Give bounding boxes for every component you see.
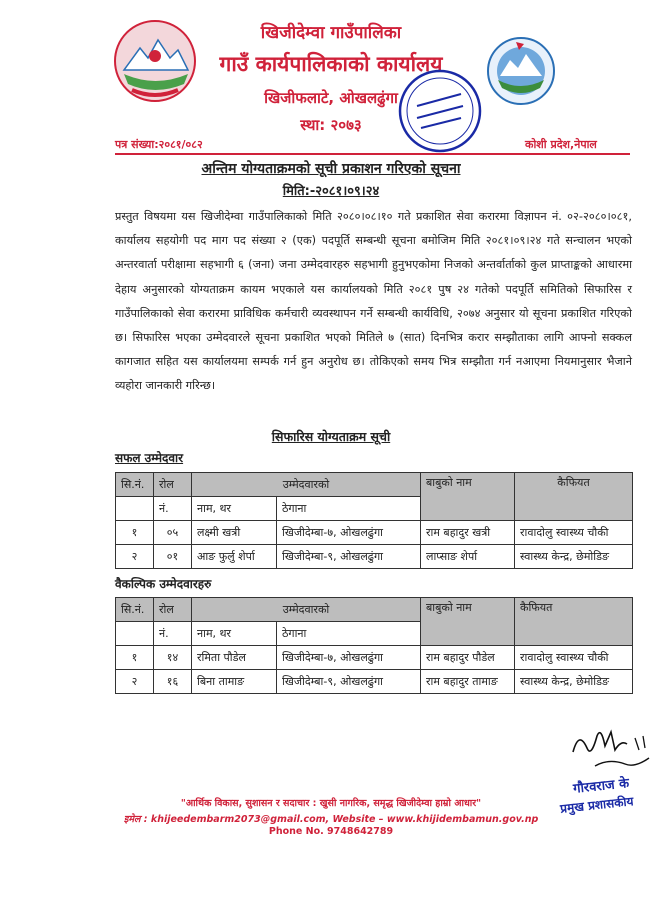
col-roll: रोल [154, 473, 192, 497]
alternate-section-title: वैकल्पिक उम्मेदवारहरु [115, 577, 212, 591]
col-sn: सि.नं. [116, 473, 154, 497]
col-remarks: कैफियत [515, 598, 633, 646]
table-row: २ १६ बिना तामाङ खिजीदेम्बा-९, ओखलढुंगा राम बहादुर तामाङ स्वास्थ्य केन्द्र, छेमोडिङ [116, 670, 633, 694]
col-candidate: उम्मेदवारको [192, 598, 421, 622]
header-divider [115, 153, 630, 155]
handwritten-signature [565, 722, 657, 774]
notice-title: अन्तिम योग्यताक्रमको सूची प्रकाशन गरिएको सूचना [201, 161, 461, 177]
signatory-title: प्रमुख प्रशासकीय [559, 794, 635, 816]
province-name: कोशी प्रदेश,नेपाल [525, 138, 597, 151]
col-address: ठेगाना [277, 622, 421, 646]
table-row: २ ०१ आङ फुर्लु शेर्पा खिजीदेम्बा-९, ओखलढुंगा लाप्साङ शेर्पा स्वास्थ्य केन्द्र, छेमोडिङ [116, 545, 633, 569]
col-name: नाम, थर [192, 622, 277, 646]
table-header-row [116, 473, 633, 497]
successful-section-title: सफल उम्मेदवार [115, 451, 184, 465]
office-address: खिजीफलाटे, ओखलढुंगा [264, 89, 398, 107]
col-roll: रोल [154, 598, 192, 622]
footer-contact: इमेल : khijeedembarm2073@gmail.com, Website – www.khijidembamun.gov.np [123, 814, 539, 825]
notice-body: प्रस्तुत विषयमा यस खिजीदेम्वा गाउँपालिकाको मिति २०८०।०८।१० गते प्रकाशित सेवा करारमा विज्ञापन नं. ०२-२०८०।०८१, कार्यालय सहयोगी पद माग पद संख्या २ (एक) पदपूर्ति सम्बन्धी सूचना बमोजिम मिति २०८१।०९।२४ गते सन्चालन भएको अन्तरवार्ता परीक्षामा सहभागी ६ (जना) जना उम्मेदवारहरु सहभागी हुनुभएकोमा निजको अन्तर्वार्ताको कुल प्राप्ताङ्कको आधारमा देहाय अनुसारको योग्यताक्रम कायम भएकाले यस कार्यालयको मिति २०८१ पुष २४ गतेको पदपूर्ति समितिको सिफारिस र गाउँपालिकाको सेवा करारमा प्राविधिक कर्मचारी व्यवस्थापन गर्ने सम्बन्धी कार्यविधि, २०७४ अनुसार यो सूचना प्रकाशित गरिएको छ। सिफारिस भएका उम्मेदवारले सूचना प्रकाशित भएको मितिले ७ (सात) दिनभित्र करार सम्झौताका लागि आफ्नो सक्कल कागजात सहित यस कार्यालयमा सम्पर्क गर्न हुन अनुरोध छ। तोकिएको समय भित्र सम्झौता गर्न नआएमा नियमानुसार भैजाने व्यहोरा जानकारी गरिन्छ। [115, 210, 632, 393]
table-row: १ ०५ लक्ष्मी खत्री खिजीदेम्बा-७, ओखलढुंगा राम बहादुर खत्री रावादोलु स्वास्थ्य चौकी [116, 521, 633, 545]
notice-date: मिति:-२०८१।०९।२४ [282, 184, 380, 199]
alternate-candidates-table [115, 597, 633, 694]
col-roll-no: नं. [154, 497, 192, 521]
col-address: ठेगाना [277, 497, 421, 521]
footer-phone: Phone No. 9748642789 [268, 826, 394, 837]
signatory-name: गौरवराज के [572, 776, 630, 797]
col-roll-no: नं. [154, 622, 192, 646]
col-father: बाबुको नाम [421, 598, 515, 646]
letter-number: पत्र संख्या:२०८१/०८२ [115, 138, 203, 151]
table-row: १ १४ रमिता पौडेल खिजीदेम्बा-७, ओखलढुंगा राम बहादुर पौडेल रावादोलु स्वास्थ्य चौकी [116, 646, 633, 670]
col-sn: सि.नं. [116, 598, 154, 622]
footer-slogan: "आर्थिक विकास, सुशासन र सदाचार : खुसी नागरिक, समृद्ध खिजीदेम्वा हाम्रो आधार" [180, 798, 482, 809]
table-header-row [116, 598, 633, 622]
municipality-name: खिजीदेम्वा गाउँपालिका [260, 23, 402, 43]
office-name: गाउँ कार्यपालिकाको कार्यालय [219, 52, 443, 76]
col-candidate: उम्मेदवारको [192, 473, 421, 497]
col-father: बाबुको नाम [421, 473, 515, 521]
recommendation-list-title: सिफारिस योग्यताक्रम सूची [271, 429, 391, 444]
successful-candidates-table [115, 472, 633, 569]
col-remarks: कैफियत [515, 473, 633, 521]
col-name: नाम, थर [192, 497, 277, 521]
established-year: स्था: २०७३ [300, 116, 362, 134]
office-stamp-seal [395, 66, 485, 156]
